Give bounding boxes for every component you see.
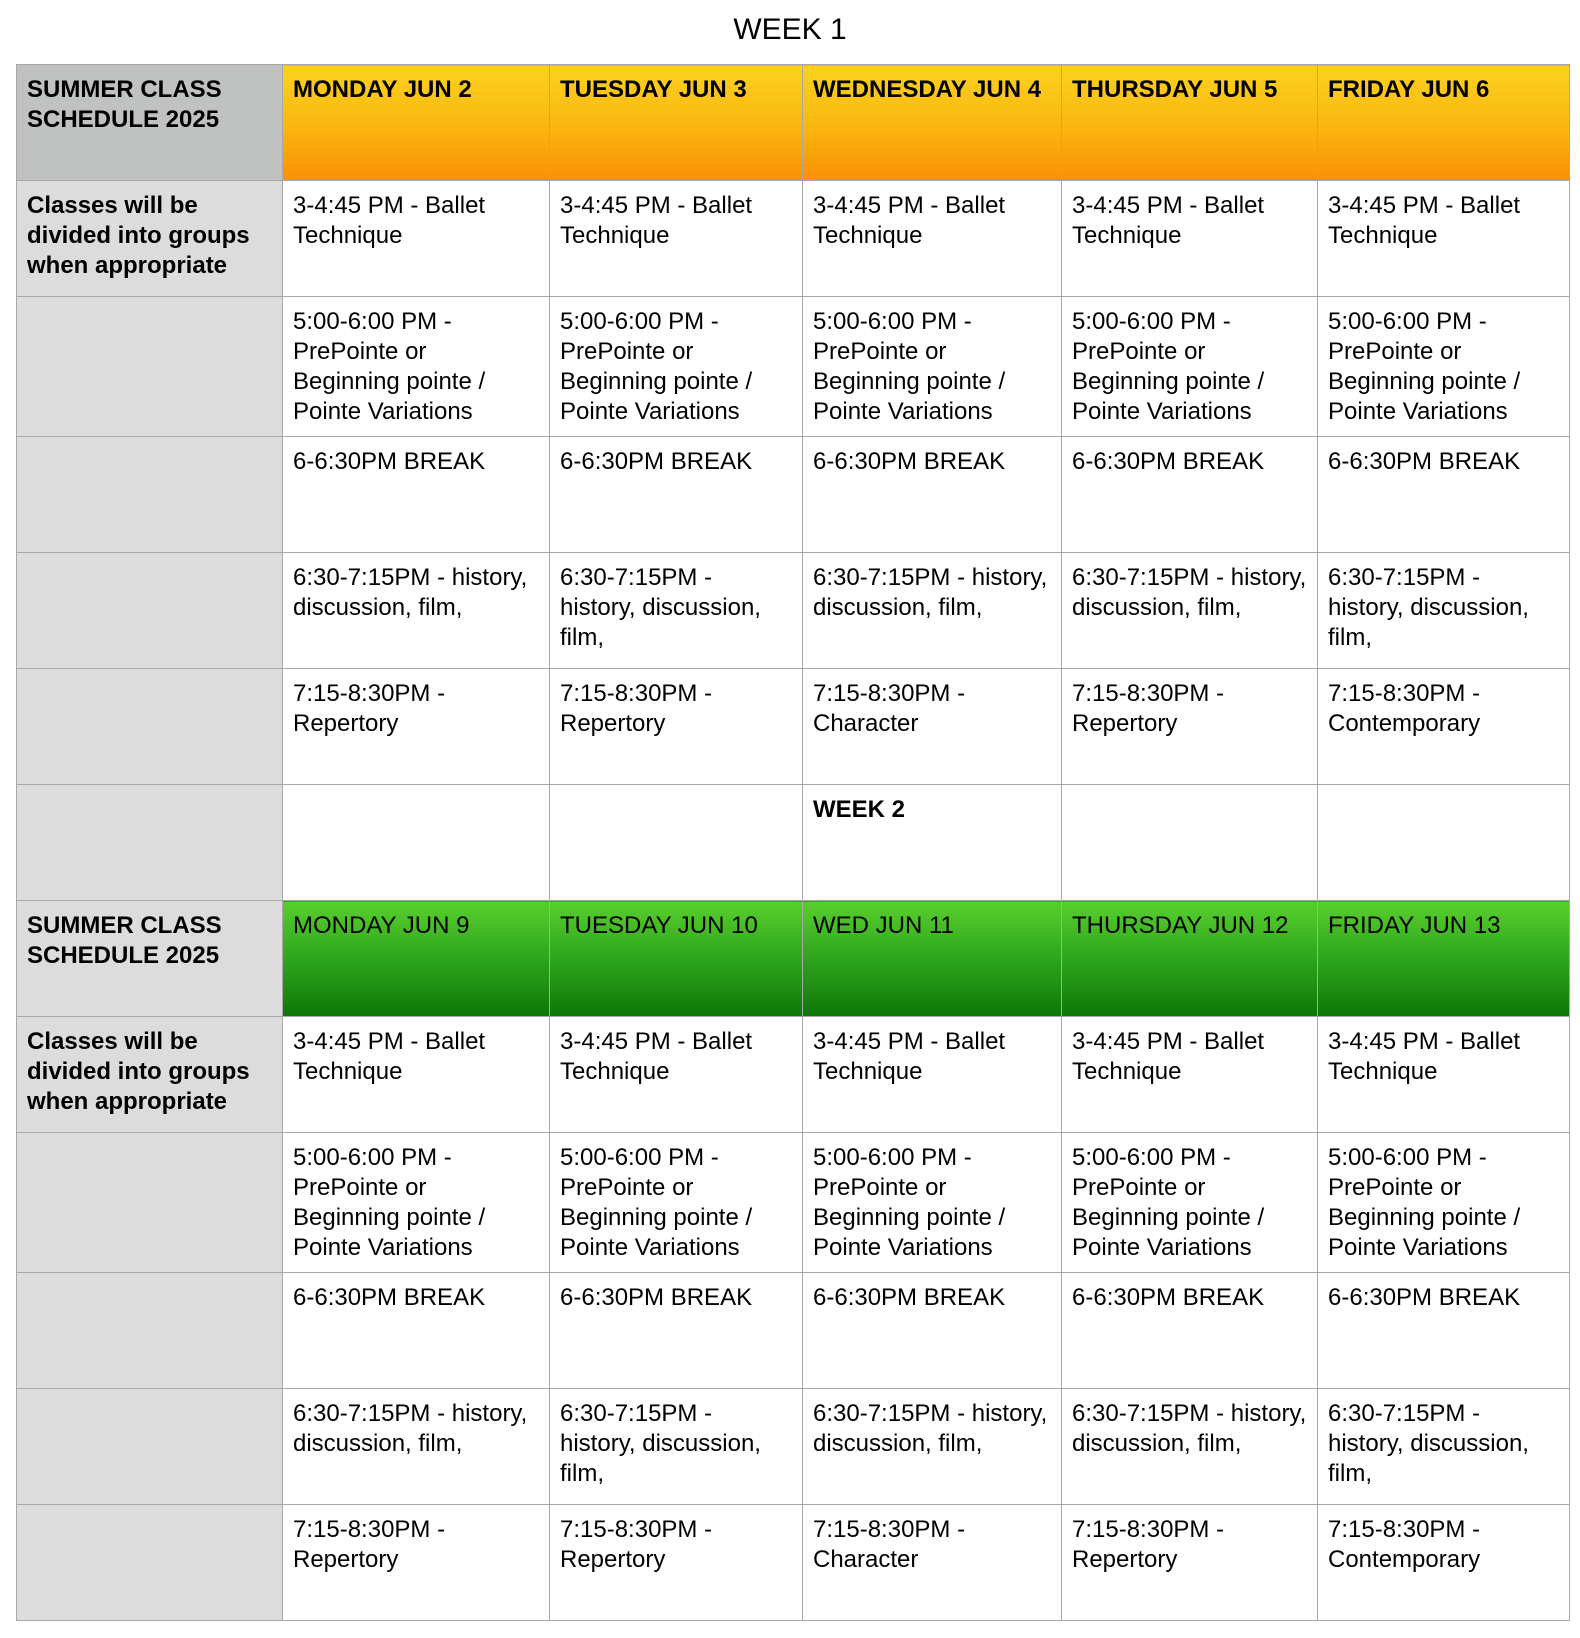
class-cell: 6-6:30PM BREAK xyxy=(1318,1273,1570,1389)
week1-row xyxy=(17,669,1570,785)
class-cell: 6-6:30PM BREAK xyxy=(283,1273,550,1389)
class-cell: 6-6:30PM BREAK xyxy=(550,437,803,553)
week2-row-label xyxy=(17,1389,283,1505)
week1-row-label xyxy=(17,437,283,553)
week1-day-header: MONDAY JUN 2 xyxy=(283,65,550,181)
class-cell: 7:15-8:30PM - Repertory xyxy=(1062,1505,1318,1621)
week1-row xyxy=(17,181,1570,297)
class-cell: 6:30-7:15PM - history, discussion, film, xyxy=(803,1389,1062,1505)
class-cell: 7:15-8:30PM - Contemporary xyxy=(1318,1505,1570,1621)
class-cell: 6:30-7:15PM - history, discussion, film, xyxy=(803,553,1062,669)
class-cell: 6:30-7:15PM - history, discussion, film, xyxy=(1062,553,1318,669)
week2-day-header: MONDAY JUN 9 xyxy=(283,901,550,1017)
week2-row xyxy=(17,1273,1570,1389)
week1-header-row xyxy=(17,65,1570,181)
week2-row xyxy=(17,1017,1570,1133)
class-cell: 6:30-7:15PM - history, discussion, film, xyxy=(1062,1389,1318,1505)
week1-day-header: THURSDAY JUN 5 xyxy=(1062,65,1318,181)
schedule-table xyxy=(16,64,1570,1621)
class-cell: 3-4:45 PM - Ballet Technique xyxy=(1318,1017,1570,1133)
class-cell: 7:15-8:30PM - Repertory xyxy=(550,1505,803,1621)
class-cell: 6:30-7:15PM - history, discussion, film, xyxy=(1318,1389,1570,1505)
class-cell: 6-6:30PM BREAK xyxy=(803,1273,1062,1389)
class-cell: 5:00-6:00 PM - PrePointe or Beginning pointe / Pointe Variations xyxy=(803,297,1062,437)
separator-label-cell xyxy=(17,785,283,901)
class-cell: 3-4:45 PM - Ballet Technique xyxy=(803,181,1062,297)
week1-row-label xyxy=(17,553,283,669)
page-title: WEEK 1 xyxy=(733,13,847,46)
week1-row xyxy=(17,437,1570,553)
class-cell: 3-4:45 PM - Ballet Technique xyxy=(1062,181,1318,297)
class-cell: 6-6:30PM BREAK xyxy=(283,437,550,553)
week2-row-label xyxy=(17,1273,283,1389)
empty-cell xyxy=(283,785,550,901)
class-cell: 3-4:45 PM - Ballet Technique xyxy=(1062,1017,1318,1133)
week2-row xyxy=(17,1505,1570,1621)
week2-day-header: THURSDAY JUN 12 xyxy=(1062,901,1318,1017)
week1-row-label: Classes will be divided into groups when appropriate xyxy=(17,181,283,297)
week2-label: WEEK 2 xyxy=(803,785,1062,901)
class-cell: 5:00-6:00 PM - PrePointe or Beginning pointe / Pointe Variations xyxy=(1318,297,1570,437)
week1-row-label xyxy=(17,297,283,437)
week2-row-label xyxy=(17,1505,283,1621)
class-cell: 3-4:45 PM - Ballet Technique xyxy=(550,181,803,297)
class-cell: 5:00-6:00 PM - PrePointe or Beginning pointe / Pointe Variations xyxy=(1062,1133,1318,1273)
class-cell: 6:30-7:15PM - history, discussion, film, xyxy=(550,553,803,669)
week1-day-header: TUESDAY JUN 3 xyxy=(550,65,803,181)
class-cell: 6-6:30PM BREAK xyxy=(550,1273,803,1389)
week-separator-row xyxy=(17,785,1570,901)
class-cell: 7:15-8:30PM - Repertory xyxy=(283,669,550,785)
class-cell: 7:15-8:30PM - Repertory xyxy=(1062,669,1318,785)
class-cell: 6:30-7:15PM - history, discussion, film, xyxy=(283,553,550,669)
class-cell: 6-6:30PM BREAK xyxy=(1062,1273,1318,1389)
week2-row-label xyxy=(17,1133,283,1273)
week1-schedule-title: SUMMER CLASS SCHEDULE 2025 xyxy=(17,65,283,181)
class-cell: 3-4:45 PM - Ballet Technique xyxy=(283,1017,550,1133)
class-cell: 5:00-6:00 PM - PrePointe or Beginning pointe / Pointe Variations xyxy=(1062,297,1318,437)
week2-day-header: WED JUN 11 xyxy=(803,901,1062,1017)
empty-cell xyxy=(1318,785,1570,901)
week1-row xyxy=(17,297,1570,437)
class-cell: 5:00-6:00 PM - PrePointe or Beginning pointe / Pointe Variations xyxy=(550,1133,803,1273)
class-cell: 5:00-6:00 PM - PrePointe or Beginning pointe / Pointe Variations xyxy=(550,297,803,437)
class-cell: 6-6:30PM BREAK xyxy=(1318,437,1570,553)
class-cell: 6:30-7:15PM - history, discussion, film, xyxy=(1318,553,1570,669)
week1-day-header: FRIDAY JUN 6 xyxy=(1318,65,1570,181)
week1-day-header: WEDNESDAY JUN 4 xyxy=(803,65,1062,181)
class-cell: 7:15-8:30PM - Repertory xyxy=(283,1505,550,1621)
empty-cell xyxy=(1062,785,1318,901)
class-cell: 6:30-7:15PM - history, discussion, film, xyxy=(283,1389,550,1505)
week2-day-header: TUESDAY JUN 10 xyxy=(550,901,803,1017)
week2-row-label: Classes will be divided into groups when appropriate xyxy=(17,1017,283,1133)
class-cell: 3-4:45 PM - Ballet Technique xyxy=(803,1017,1062,1133)
week2-row xyxy=(17,1133,1570,1273)
class-cell: 5:00-6:00 PM - PrePointe or Beginning pointe / Pointe Variations xyxy=(283,1133,550,1273)
empty-cell xyxy=(550,785,803,901)
class-cell: 5:00-6:00 PM - PrePointe or Beginning pointe / Pointe Variations xyxy=(803,1133,1062,1273)
week2-header-row xyxy=(17,901,1570,1017)
week2-day-header: FRIDAY JUN 13 xyxy=(1318,901,1570,1017)
class-cell: 3-4:45 PM - Ballet Technique xyxy=(1318,181,1570,297)
week1-row-label xyxy=(17,669,283,785)
class-cell: 3-4:45 PM - Ballet Technique xyxy=(283,181,550,297)
week2-row xyxy=(17,1389,1570,1505)
class-cell: 7:15-8:30PM - Repertory xyxy=(550,669,803,785)
class-cell: 5:00-6:00 PM - PrePointe or Beginning pointe / Pointe Variations xyxy=(283,297,550,437)
class-cell: 6-6:30PM BREAK xyxy=(803,437,1062,553)
class-cell: 6-6:30PM BREAK xyxy=(1062,437,1318,553)
class-cell: 7:15-8:30PM - Character xyxy=(803,669,1062,785)
week1-row xyxy=(17,553,1570,669)
class-cell: 5:00-6:00 PM - PrePointe or Beginning pointe / Pointe Variations xyxy=(1318,1133,1570,1273)
class-cell: 7:15-8:30PM - Character xyxy=(803,1505,1062,1621)
class-cell: 3-4:45 PM - Ballet Technique xyxy=(550,1017,803,1133)
class-cell: 7:15-8:30PM - Contemporary xyxy=(1318,669,1570,785)
class-cell: 6:30-7:15PM - history, discussion, film, xyxy=(550,1389,803,1505)
week2-schedule-title: SUMMER CLASS SCHEDULE 2025 xyxy=(17,901,283,1017)
